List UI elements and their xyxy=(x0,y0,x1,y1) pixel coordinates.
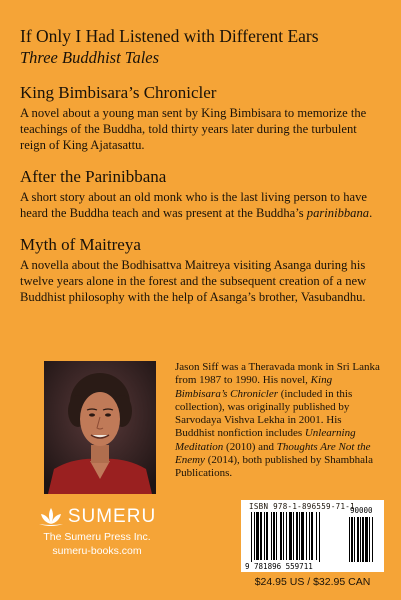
publisher-logo-text: SUMERU xyxy=(67,506,157,527)
section-after-parinibbana xyxy=(20,166,380,221)
barcode-addon-bar xyxy=(362,517,364,562)
barcode-bar xyxy=(266,512,268,560)
isbn-number: ISBN 978-1-896559-71-1 xyxy=(249,502,355,511)
barcode-bar xyxy=(251,512,252,562)
barcode-addon-bar xyxy=(354,517,355,562)
bio-book-title: King Bimbisara’s Chronicler xyxy=(175,374,333,400)
description-italic: parinibbana xyxy=(306,206,370,220)
bio-text: Jason Siff was a Theravada monk in Sri Lanka from 1987 to 1990. His novel, xyxy=(175,361,380,387)
barcode-bar xyxy=(311,512,313,560)
publisher-logo-block xyxy=(22,506,172,557)
barcode-bar xyxy=(280,512,282,560)
section-king-bimbisara xyxy=(20,82,380,153)
barcode-bar xyxy=(319,512,320,562)
barcode-addon-bar xyxy=(349,517,350,562)
back-cover-text xyxy=(20,26,380,305)
publisher-logo xyxy=(22,506,172,528)
section-title: Myth of Maitreya xyxy=(20,235,141,254)
publisher-url: sumeru-books.com xyxy=(52,545,142,557)
barcode-addon-bar xyxy=(369,517,370,562)
barcode-addon-bar xyxy=(351,517,353,562)
barcode-addon-digits: 90000 xyxy=(350,506,373,515)
bio-book-title: Thoughts Are Not the Enemy xyxy=(175,440,371,467)
barcode-bar xyxy=(283,512,284,560)
barcode-bar xyxy=(271,512,272,560)
section-description: A novel about a young man sent by King Bimbisara to memorize the teachings of the Buddha, told thirty years later during the turbulent reign of King Ajatasattu. xyxy=(20,106,367,152)
barcode-bar xyxy=(306,512,307,560)
barcode-bar xyxy=(316,512,317,560)
section-title: King Bimbisara’s Chronicler xyxy=(20,83,217,102)
barcode-bar xyxy=(264,512,265,560)
description-text: A short story about an old monk who is the last living person to have heard the Buddha teach and was present at the Buddha’s xyxy=(20,190,367,220)
barcode-bar xyxy=(286,512,287,560)
description-end: . xyxy=(369,206,373,220)
book-subtitle: Three Buddhist Tales xyxy=(20,48,160,67)
publisher-name: The Sumeru Press Inc. xyxy=(43,531,151,543)
barcode-addon-bar xyxy=(372,517,373,562)
section-description xyxy=(20,189,380,221)
lotus-icon xyxy=(38,506,64,528)
barcode-bar xyxy=(256,512,259,560)
author-portrait-image xyxy=(44,361,156,494)
barcode-main-digits: 9 781896 559711 xyxy=(245,562,313,571)
section-myth-of-maitreya xyxy=(20,234,380,305)
author-bio xyxy=(175,361,383,481)
barcode-bar xyxy=(289,512,292,560)
isbn-barcode xyxy=(241,500,384,572)
barcode-bar xyxy=(293,512,294,560)
barcode-bar xyxy=(254,512,255,560)
book-title: If Only I Had Listened with Different Ears xyxy=(20,26,319,46)
barcode-bar xyxy=(260,512,262,560)
barcode-addon-bar xyxy=(365,517,368,562)
barcode-graphic xyxy=(241,500,384,572)
section-description: A novella about the Bodhisattva Maitreya visiting Asanga during his twelve years alone in the forest and the subsequent creation of a new Buddhist philosophy with the help of Asanga’s brother, Vasubandhu. xyxy=(20,258,367,304)
barcode-bar xyxy=(273,512,275,560)
section-title: After the Parinibbana xyxy=(20,167,167,186)
barcode-addon-bar xyxy=(360,517,361,562)
barcode-bar xyxy=(301,512,304,560)
bio-book-title: Unlearning Meditation xyxy=(175,427,356,453)
barcode-bar xyxy=(309,512,310,560)
barcode-addon-bar xyxy=(357,517,359,562)
price-label: $24.95 US / $32.95 CAN xyxy=(254,576,371,588)
bio-text: (2010) and xyxy=(223,440,277,453)
author-photo xyxy=(44,361,156,494)
barcode-bar xyxy=(276,512,277,560)
bio-text: (included in this collection), was originally published by Sarvodaya Vishva Lekha in 2001. His Buddhist nonfiction includes xyxy=(175,387,353,440)
barcode-bar xyxy=(299,512,300,560)
barcode-bar xyxy=(296,512,298,560)
bio-text: (2014), both published by Shambhala Publications. xyxy=(175,454,373,480)
